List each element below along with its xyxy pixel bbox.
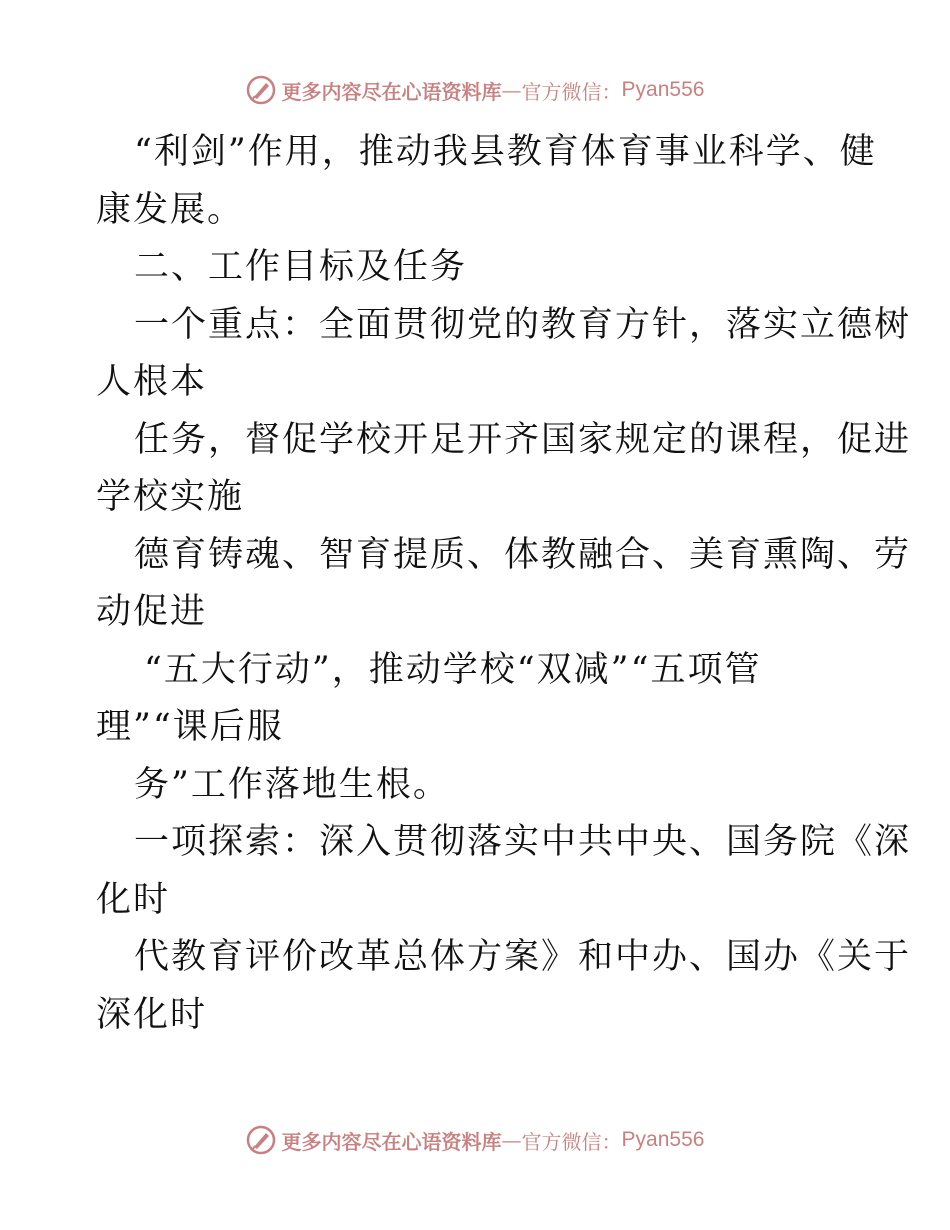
watermark-dash: — (501, 1128, 522, 1152)
text-line: “利剑”作用，推动我县教育体育事业科学、健 (134, 132, 877, 172)
document-body (96, 124, 912, 1044)
text-line: 学校实施 (96, 477, 245, 517)
watermark-wechat-label: 官方微信： (521, 79, 622, 104)
text-line: 人根本 (96, 362, 208, 402)
text-line: 代教育评价改革总体方案》和中办、国办《关于 (134, 937, 912, 977)
text-line: 德育铸魂、智育提质、体教融合、美育熏陶、劳 (134, 534, 912, 575)
text-line: 理”“课后服 (96, 707, 284, 747)
text-line: 深化时 (96, 994, 208, 1035)
footer-watermark (0, 1120, 950, 1160)
watermark-wechat-label: 官方微信： (521, 1129, 622, 1154)
quill-pen-logo-icon (246, 1125, 276, 1155)
quill-pen-logo-icon (246, 75, 276, 105)
watermark-wechat-id: Pyan556 (621, 1128, 705, 1151)
text-line: 一个重点：全面贯彻党的教育方针，落实立德树 (134, 304, 912, 345)
text-line: 动促进 (96, 592, 208, 632)
text-line: 康发展。 (96, 189, 245, 230)
watermark-site-text: 更多内容尽在心语资料库 (281, 1129, 502, 1154)
text-line: 一项探索：深入贯彻落实中共中央、国务院《深 (134, 822, 912, 862)
watermark-dash: — (501, 78, 522, 102)
watermark-site-text: 更多内容尽在心语资料库 (281, 79, 502, 104)
text-line: “五大行动”，推动学校“双减”“五项管 (144, 649, 762, 690)
text-line: 化时 (96, 879, 171, 920)
header-watermark (0, 70, 950, 110)
section-heading: 二、工作目标及任务 (134, 247, 468, 287)
text-line: 务”工作落地生根。 (134, 764, 450, 805)
watermark-wechat-id: Pyan556 (621, 78, 705, 101)
text-line: 任务，督促学校开足开齐国家规定的课程，促进 (134, 419, 912, 460)
